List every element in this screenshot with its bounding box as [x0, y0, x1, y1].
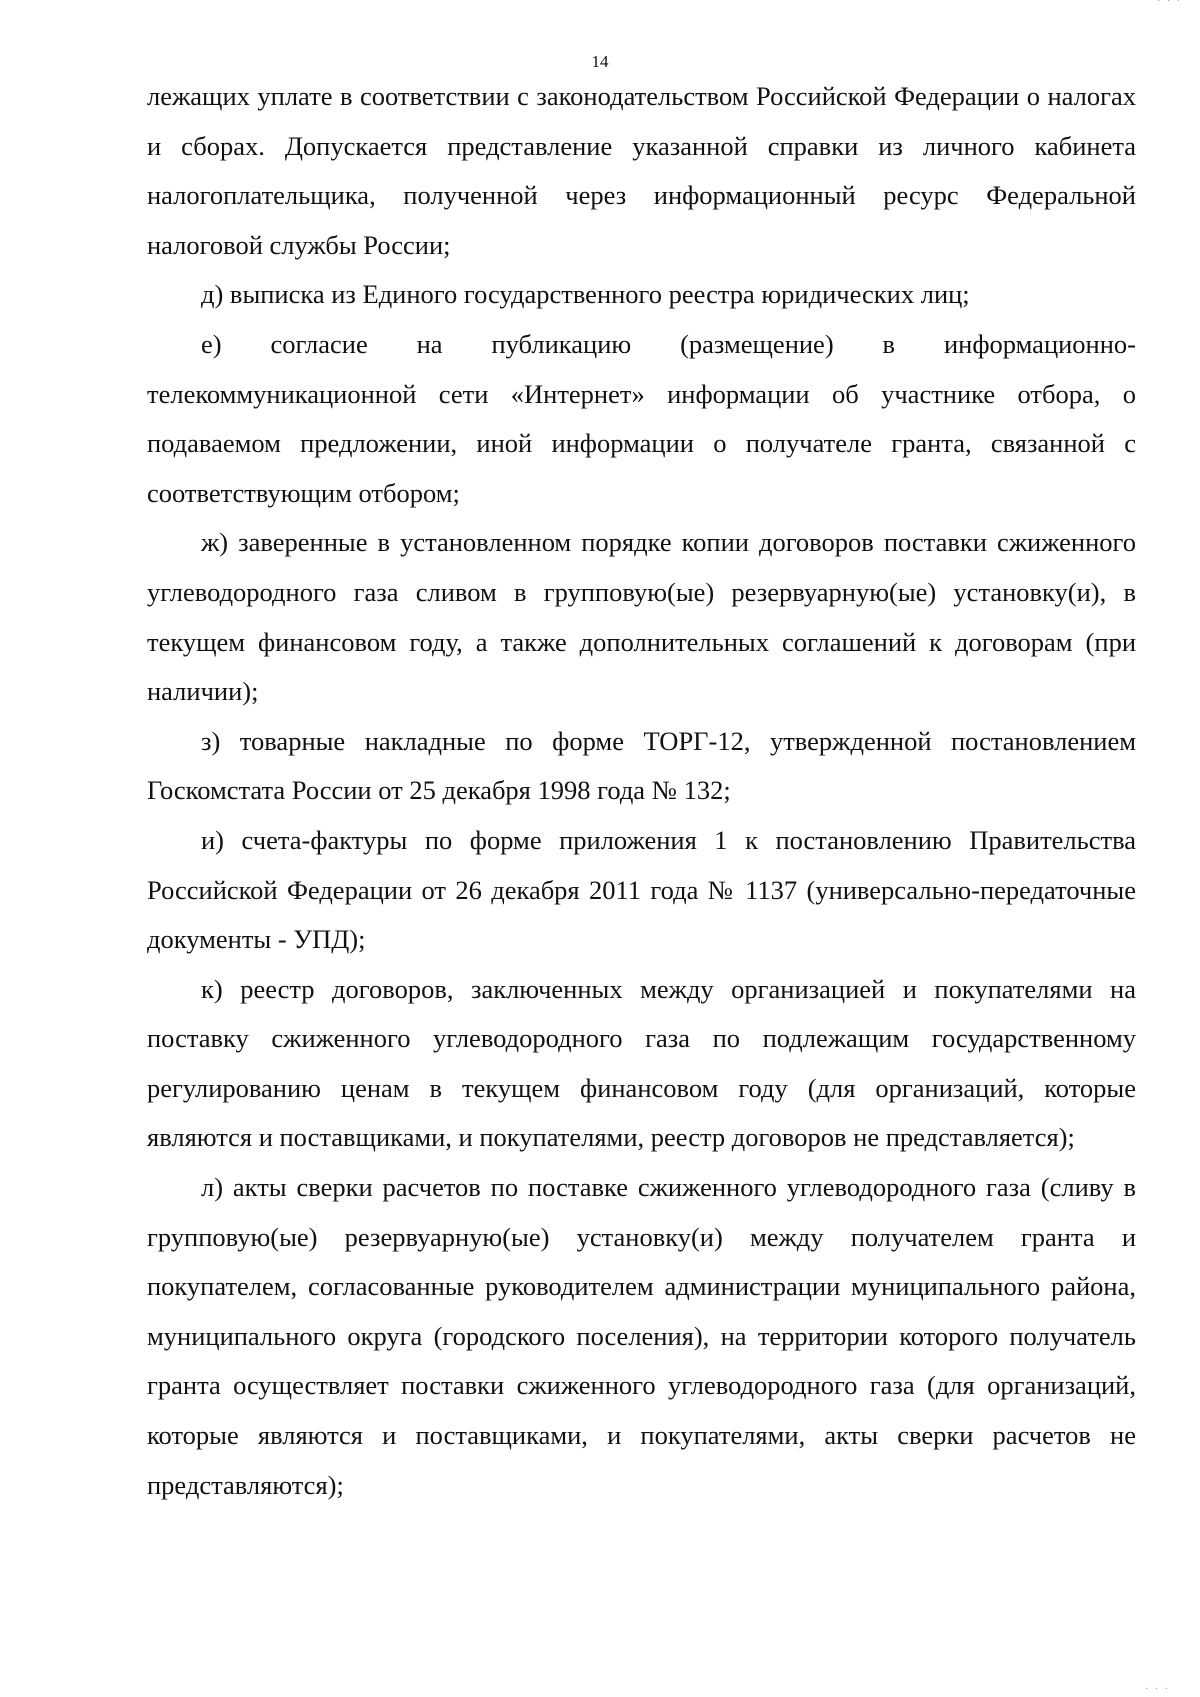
list-item-i: и) счета-фактуры по форме приложения 1 к постановлению Правительства Российской Федерации от 26 декабря 2011 года № 1137 (универсально-передаточные документы - УПД); [147, 824, 1136, 955]
list-item-l: л) акты сверки расчетов по поставке сжиженного углеводородного газа (сливу в групповую(ые) резервуарную(ые) установку(и) между получателем гранта и покупателем, согласованные руководителем администрации муниципального района, муниципального округа (городского поселения), на территории которого получатель гранта осуществляет поставки сжиженного углеводородного газа (для организаций, которые являются и поставщиками, и покупателями, акты сверки расчетов не представляются); [147, 1172, 1136, 1500]
list-item-k: к) реестр договоров, заключенных между организацией и покупателями на поставку сжиженного углеводородного газа по подлежащим государственному регулированию ценам в текущем финансовом году (для организаций, которые являются и поставщиками, и покупателями, реестр договоров не представляется); [147, 973, 1136, 1153]
scan-mark-bottom: · · · [1145, 1684, 1170, 1695]
scan-mark-top: · · · [1157, 0, 1182, 7]
paragraph-continuation: лежащих уплате в соответствии с законодательством Российской Федерации о налогах и сборах. Допускается представление указанной справки из личного кабинета налогоплательщика, полученной через информационный ресурс Федеральной налоговой службы России; [147, 81, 1136, 260]
list-item-d: д) выписка из Единого государственного реестра юридических лиц; [201, 279, 970, 310]
list-item-e: е) согласие на публикацию (размещение) в информационно-телекоммуникационной сети «Интернет» информации об участнике отбора, о подаваемом предложении, иной информации о получателе гранта, связанной с соответствующим отбором; [147, 328, 1136, 508]
document-body [147, 72, 1136, 1510]
list-item-z: з) товарные накладные по форме ТОРГ-12, утвержденной постановлением Госкомстата России от 25 декабря 1998 года № 132; [147, 725, 1136, 806]
page-number: 14 [591, 52, 609, 71]
list-item-zh: ж) заверенные в установленном порядке копии договоров поставки сжиженного углеводородного газа сливом в групповую(ые) резервуарную(ые) установку(и), в текущем финансовом году, а также дополнительных соглашений к договорам (при наличии); [147, 527, 1136, 707]
